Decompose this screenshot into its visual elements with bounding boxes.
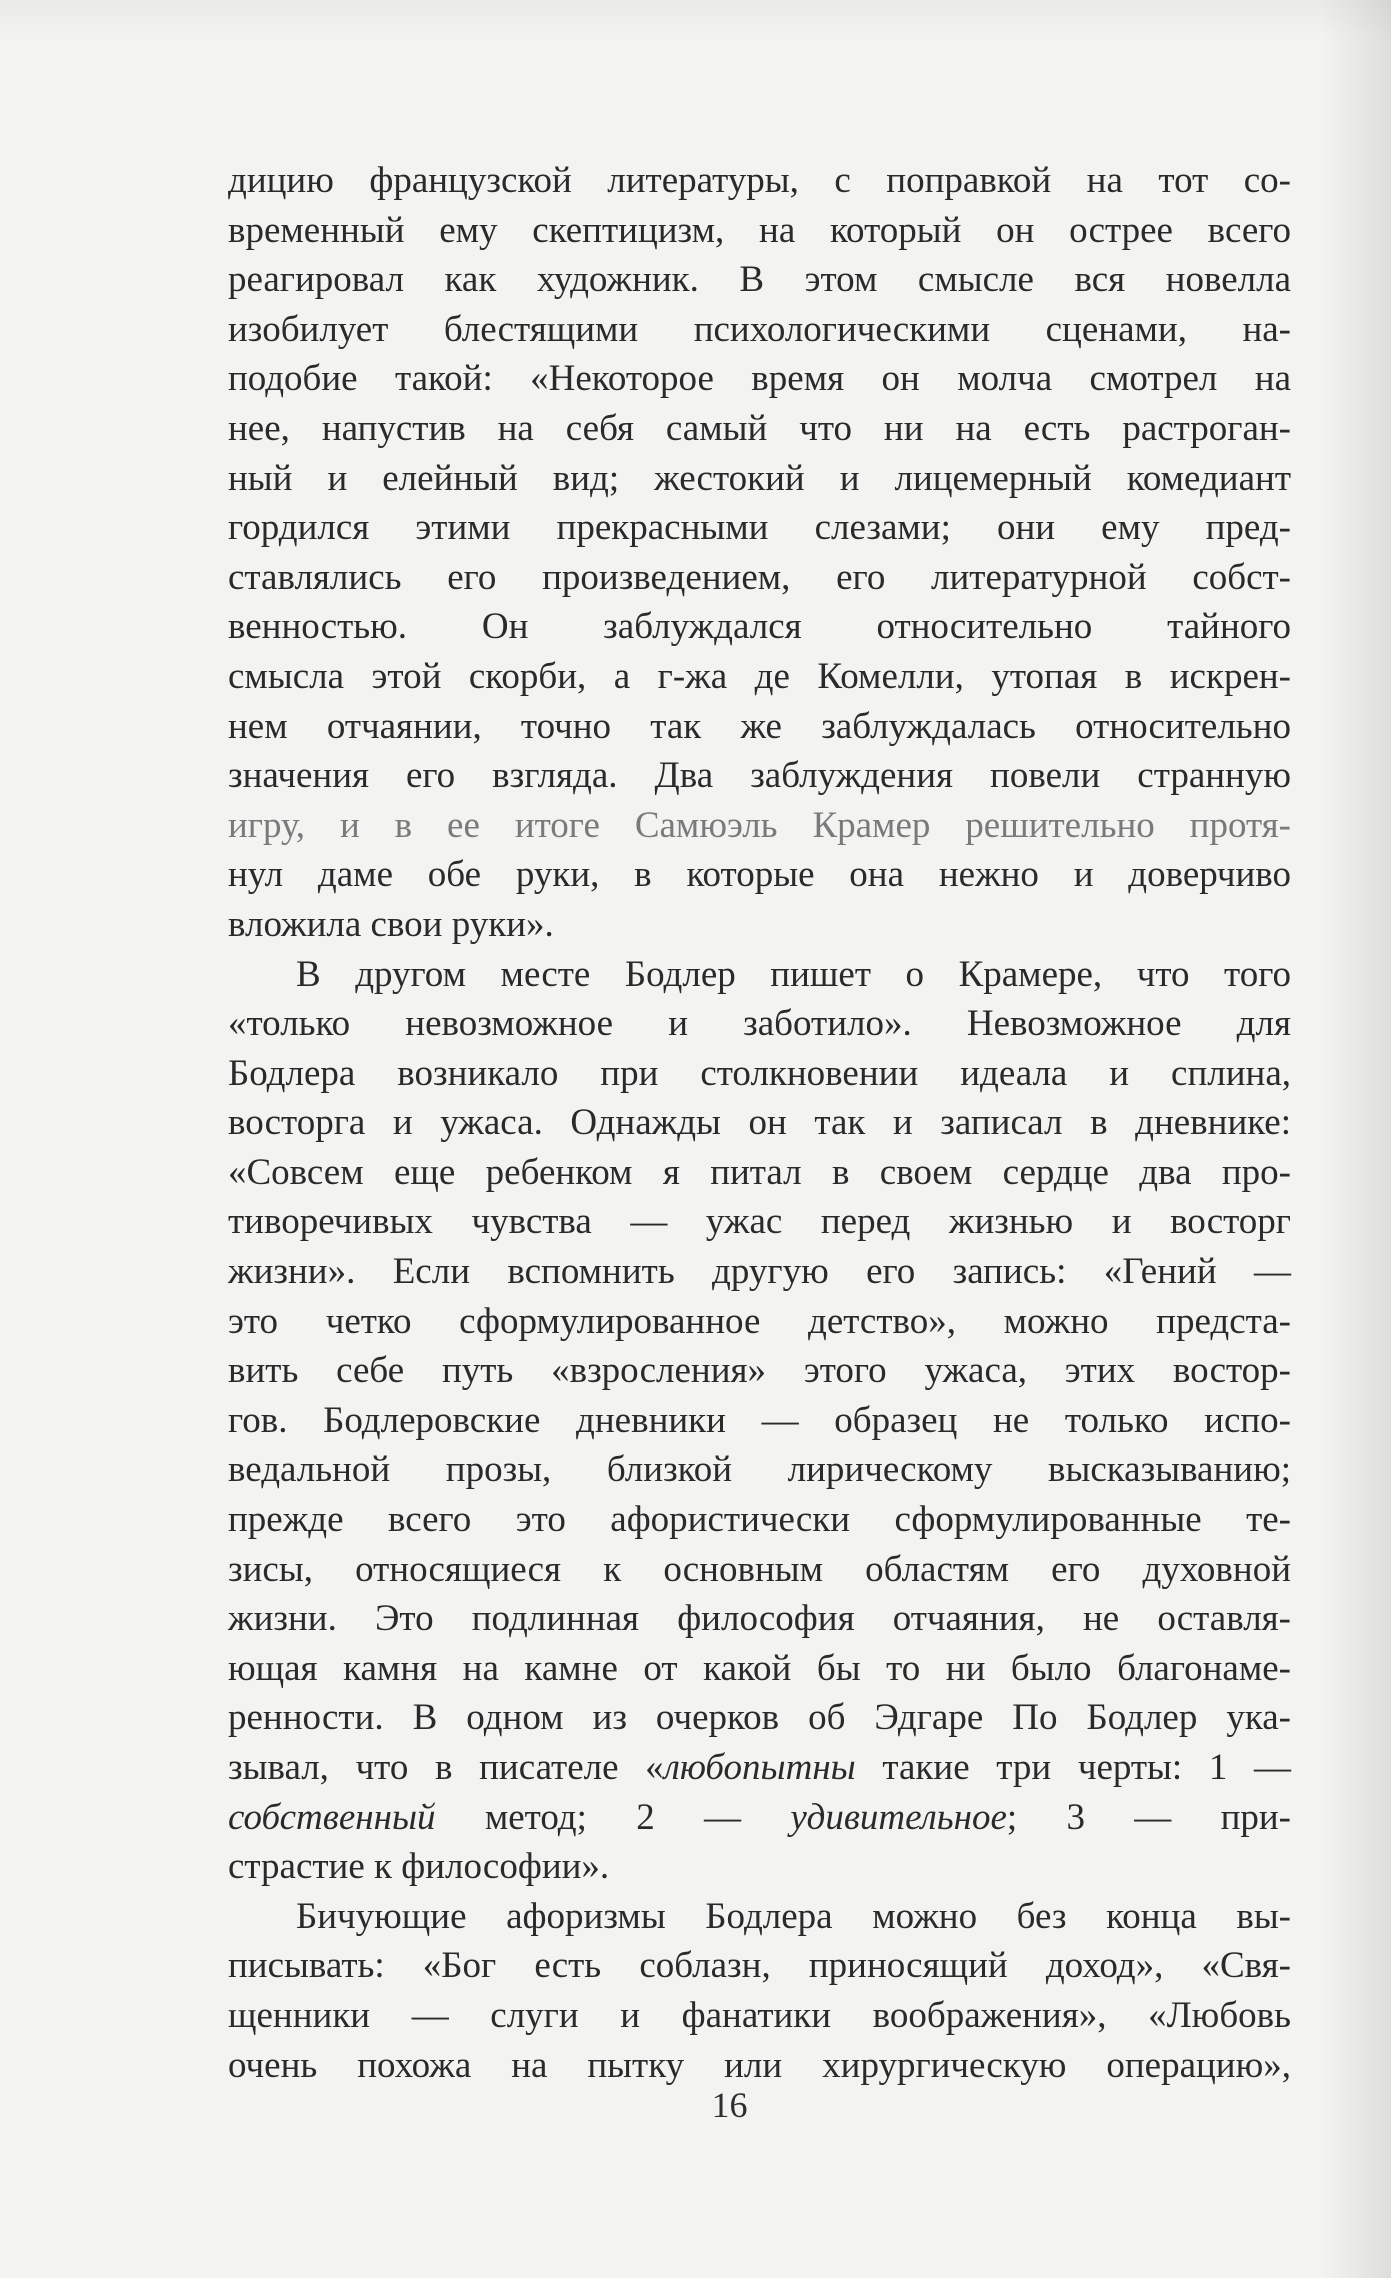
text-line: Бичующие афоризмы Бодлера можно без конца вы- bbox=[296, 1895, 1291, 1937]
text-line: ренности. В одном из очерков об Эдгаре По Бодлер ука- bbox=[228, 1697, 1291, 1739]
text-line: смысла этой скорби, а г-жа де Комелли, утопая в искрен- bbox=[228, 655, 1291, 697]
text-line: гов. Бодлеровские дневники — образец не только испо- bbox=[228, 1399, 1291, 1441]
text-line: «только невозможное и заботило». Невозможное для bbox=[228, 1003, 1291, 1045]
text-line: щенники — слуги и фанатики воображения», «Любовь bbox=[228, 1994, 1291, 2036]
text-line: ведальной прозы, близкой лирическому высказыванию; bbox=[228, 1449, 1291, 1491]
text-line: тиворечивых чувства — ужас перед жизнью и восторг bbox=[228, 1201, 1291, 1243]
text-line: вить себе путь «взросления» этого ужаса, этих востор- bbox=[228, 1350, 1291, 1392]
text-line: страстие к философии». bbox=[228, 1846, 610, 1888]
text-segment: ; 3 — при- bbox=[1006, 1796, 1291, 1838]
paragraph-1 bbox=[228, 156, 1291, 950]
text-line: гордился этими прекрасными слезами; они ему пред- bbox=[228, 507, 1291, 549]
italic-word: любопытны bbox=[663, 1747, 856, 1788]
page-edge-top bbox=[0, 0, 1391, 40]
text-line: писывать: «Бог есть соблазн, приносящий доход», «Свя- bbox=[228, 1945, 1291, 1987]
text-line: зисы, относящиеся к основным областям его духовной bbox=[228, 1548, 1291, 1590]
text-line: «Совсем еще ребенком я питал в своем сердце два про- bbox=[228, 1151, 1291, 1193]
text-line: В другом месте Бодлер пишет о Крамере, что того bbox=[296, 953, 1291, 995]
italic-word: собственный bbox=[228, 1796, 436, 1838]
text-segment: зывал, что в писателе « bbox=[228, 1747, 664, 1788]
text-line: вложила свои руки». bbox=[228, 903, 554, 945]
text-line: венностью. Он заблуждался относительно тайного bbox=[228, 606, 1291, 648]
text-line: это четко сформулированное детство», можно предста- bbox=[228, 1300, 1291, 1342]
text-line: ставлялись его произведением, его литературной собст- bbox=[228, 556, 1291, 598]
text-line: игру, и в ее итоге Самюэль Крамер решительно протя- bbox=[228, 804, 1291, 846]
text-line: Бодлера возникало при столкновении идеала и сплина, bbox=[228, 1052, 1291, 1094]
paragraph-2 bbox=[228, 950, 1291, 1892]
text-line: временный ему скептицизм, на который он острее всего bbox=[228, 209, 1291, 251]
text-line: подобие такой: «Некоторое время он молча смотрел на bbox=[228, 358, 1291, 400]
text-line: прежде всего это афористически сформулированные те- bbox=[228, 1499, 1291, 1541]
text-line: изобилует блестящими психологическими сценами, на- bbox=[228, 308, 1291, 350]
text-line: восторга и ужаса. Однажды он так и записал в дневнике: bbox=[228, 1102, 1291, 1144]
italic-word: удивительное bbox=[790, 1796, 1007, 1838]
text-line: нем отчаянии, точно так же заблуждалась относительно bbox=[228, 705, 1291, 747]
body-text bbox=[228, 156, 1291, 2090]
text-line-with-italic bbox=[228, 1743, 1291, 1793]
text-line-with-italic bbox=[228, 1793, 1291, 1843]
page-number: 16 bbox=[711, 2085, 748, 2125]
text-line: жизни. Это подлинная философия отчаяния, не оставля- bbox=[228, 1598, 1291, 1640]
text-line: ющая камня на камне от какой бы то ни было благонаме- bbox=[228, 1647, 1291, 1689]
text-line: реагировал как художник. В этом смысле вся новелла bbox=[228, 259, 1291, 301]
text-line: жизни». Если вспомнить другую его запись: «Гений — bbox=[228, 1251, 1291, 1293]
text-line: значения его взгляда. Два заблуждения повели странную bbox=[228, 755, 1291, 797]
text-segment: метод; 2 — bbox=[435, 1796, 791, 1838]
text-line: очень похожа на пытку или хирургическую операцию», bbox=[228, 2044, 1291, 2086]
paragraph-3 bbox=[228, 1892, 1291, 2090]
text-line: ный и елейный вид; жестокий и лицемерный комедиант bbox=[228, 457, 1291, 499]
text-segment: такие три черты: 1 — bbox=[855, 1747, 1291, 1788]
text-line: дицию французской литературы, с поправкой на тот со- bbox=[228, 160, 1291, 201]
text-line: нее, напустив на себя самый что ни на есть растроган- bbox=[228, 407, 1291, 449]
page-edge-right bbox=[1321, 0, 1391, 2278]
text-line: нул даме обе руки, в которые она нежно и доверчиво bbox=[228, 854, 1291, 896]
